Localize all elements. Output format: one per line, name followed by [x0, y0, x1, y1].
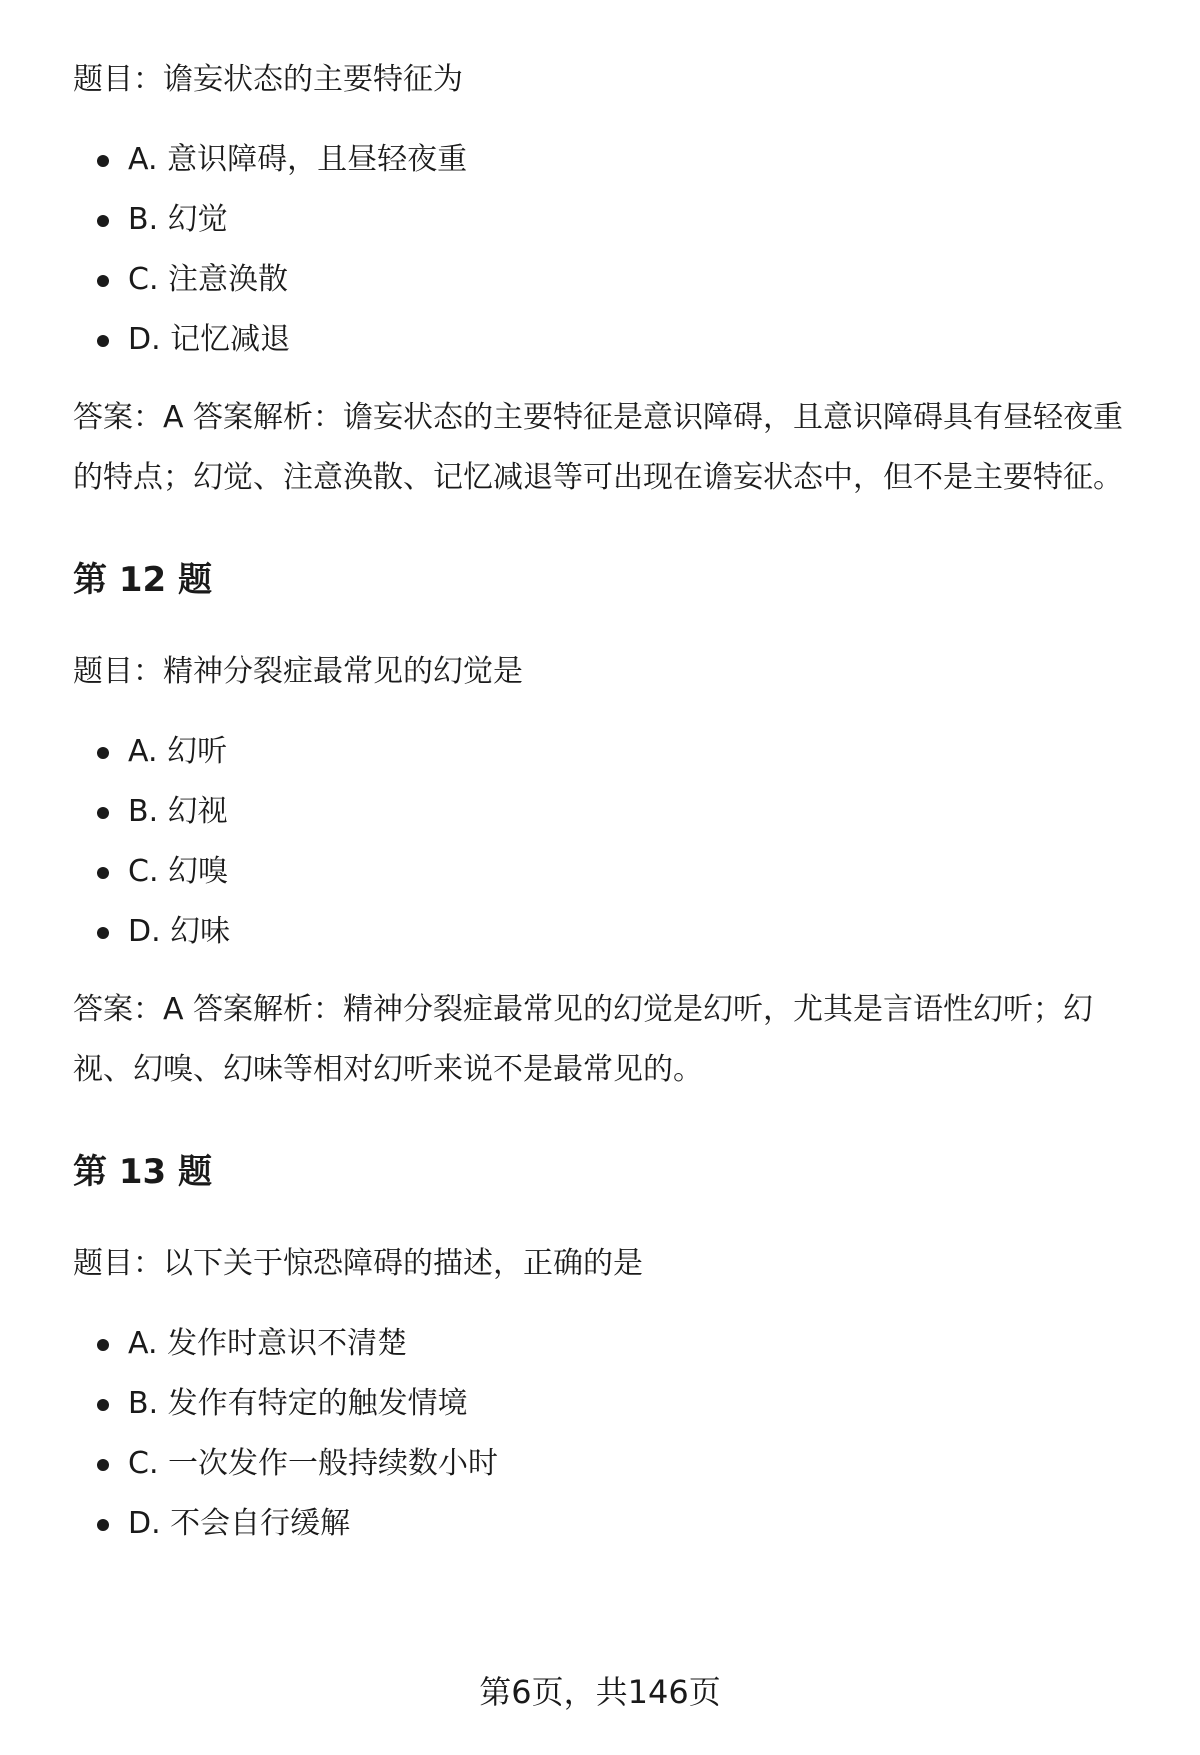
option-label: D. 幻味 [128, 914, 231, 949]
question-stem: 题目：以下关于惊恐障碍的描述，正确的是 [73, 1246, 643, 1281]
option-item [73, 260, 1153, 300]
bullet-icon [97, 1399, 109, 1411]
option-item [73, 1444, 1153, 1484]
option-list [73, 140, 1153, 360]
option-label: A. 意识障碍，且昼轻夜重 [128, 142, 468, 177]
question-heading: 第 13 题 [73, 1152, 212, 1192]
question-heading: 第 12 题 [73, 560, 212, 600]
option-list [73, 732, 1153, 952]
bullet-icon [97, 867, 109, 879]
option-label: B. 幻视 [128, 794, 228, 829]
option-item [73, 200, 1153, 240]
bullet-icon [97, 275, 109, 287]
bullet-icon [97, 215, 109, 227]
option-item [73, 732, 1153, 772]
option-label: B. 发作有特定的触发情境 [128, 1386, 468, 1421]
option-item [73, 140, 1153, 180]
bullet-icon [97, 335, 109, 347]
bullet-icon [97, 747, 109, 759]
answer-explanation: 答案：A 答案解析：精神分裂症最常见的幻觉是幻听，尤其是言语性幻听；幻视、幻嗅、幻味等相对幻听来说不是最常见的。 [73, 992, 1094, 1087]
option-label: C. 一次发作一般持续数小时 [128, 1446, 499, 1481]
option-label: A. 发作时意识不清楚 [128, 1326, 408, 1361]
option-label: D. 记忆减退 [128, 322, 291, 357]
option-list [73, 1324, 1153, 1544]
option-label: C. 幻嗅 [128, 854, 229, 889]
option-label: A. 幻听 [128, 734, 228, 769]
page-number-footer: 第6页，共146页 [479, 1673, 721, 1711]
bullet-icon [97, 1519, 109, 1531]
option-item [73, 1384, 1153, 1424]
document-content [73, 60, 1153, 1564]
option-item [73, 1324, 1153, 1364]
question-stem: 题目：谵妄状态的主要特征为 [73, 62, 463, 97]
option-item [73, 912, 1153, 952]
option-label: B. 幻觉 [128, 202, 228, 237]
option-label: D. 不会自行缓解 [128, 1506, 351, 1541]
option-item [73, 852, 1153, 892]
bullet-icon [97, 927, 109, 939]
option-item [73, 792, 1153, 832]
bullet-icon [97, 1339, 109, 1351]
question-stem: 题目：精神分裂症最常见的幻觉是 [73, 654, 523, 689]
option-item [73, 320, 1153, 360]
answer-explanation: 答案：A 答案解析：谵妄状态的主要特征是意识障碍，且意识障碍具有昼轻夜重的特点；幻觉、注意涣散、记忆减退等可出现在谵妄状态中，但不是主要特征。 [73, 400, 1124, 495]
bullet-icon [97, 155, 109, 167]
option-item [73, 1504, 1153, 1544]
bullet-icon [97, 1459, 109, 1471]
bullet-icon [97, 807, 109, 819]
option-label: C. 注意涣散 [128, 262, 289, 297]
